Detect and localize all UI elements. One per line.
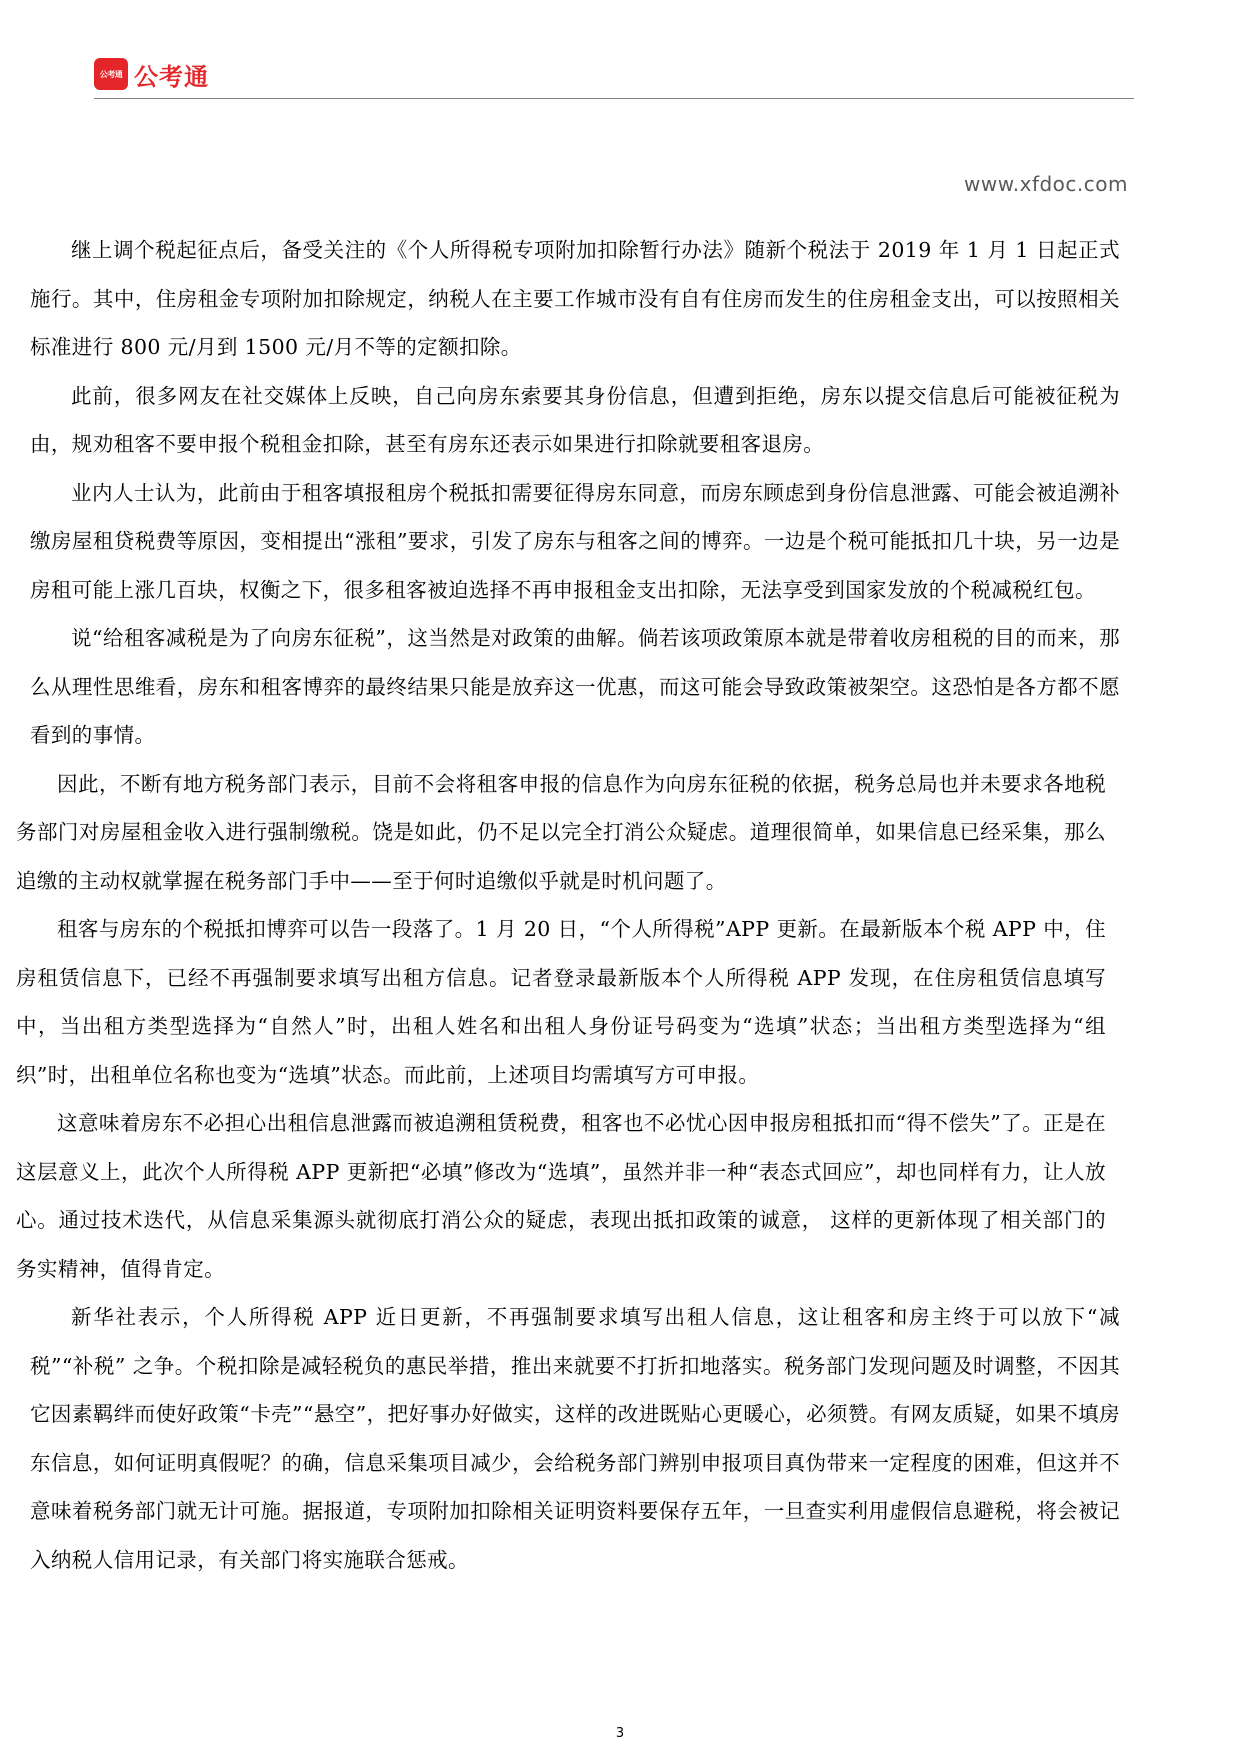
website-url: www.xfdoc.com: [964, 172, 1128, 196]
paragraph-7: 这意味着房东不必担心出租信息泄露而被追溯租赁税费，租客也不必忧心因申报房租抵扣而“得不偿失”了。正是在这层意义上，此次个人所得税 APP 更新把“必填”修改为“选填”，虽然并非一种“表态式回应”，却也同样有力，让人放心。通过技术迭代，从信息采集源头就彻底打消公众的疑虑，表现出抵扣政策的诚意， 这样的更新体现了相关部门的务实精神，值得肯定。: [16, 1111, 1106, 1281]
paragraph-2: 此前，很多网友在社交媒体上反映，自己向房东索要其身份信息，但遭到拒绝，房东以提交信息后可能被征税为由，规劝租客不要申报个税租金扣除，甚至有房东还表示如果进行扣除就要租客退房。: [30, 383, 1120, 456]
logo-badge: 公考通: [94, 58, 128, 90]
brand-logo: [94, 58, 209, 90]
paragraph-6: 租客与房东的个税抵扣博弈可以告一段落了。1 月 20 日，“个人所得税”APP 更新。在最新版本个税 APP 中，住房租赁信息下，已经不再强制要求填写出租方信息。记者登录最新版本个人所得税 APP 发现，在住房租赁信息填写中，当出租方类型选择为“自然人”时，出租人姓名和出租人身份证号码变为“选填”状态；当出租方类型选择为“组织”时，出租单位名称也变为“选填”状态。而此前，上述项目均需填写方可申报。: [16, 917, 1106, 1087]
article-body: [16, 226, 1120, 1584]
page-header: [94, 58, 1134, 99]
paragraph-8: 新华社表示，个人所得税 APP 近日更新，不再强制要求填写出租人信息，这让租客和房主终于可以放下“减税”“补税” 之争。个税扣除是减轻税负的惠民举措，推出来就要不打折扣地落实。税务部门发现问题及时调整，不因其它因素羁绊而使好政策“卡壳”“悬空”，把好事办好做实，这样的改进既贴心更暖心，必须赞。有网友质疑，如果不填房东信息，如何证明真假呢？的确，信息采集项目减少，会给税务部门辨别申报项目真伪带来一定程度的困难，但这并不意味着税务部门就无计可施。据报道，专项附加扣除相关证明资料要保存五年，一旦查实利用虚假信息避税，将会被记入纳税人信用记录，有关部门将实施联合惩戒。: [30, 1305, 1120, 1572]
paragraph-4: 说“给租客减税是为了向房东征税”，这当然是对政策的曲解。倘若该项政策原本就是带着收房租税的目的而来，那么从理性思维看，房东和租客博弈的最终结果只能是放弃这一优惠，而这可能会导致政策被架空。这恐怕是各方都不愿看到的事情。: [30, 626, 1120, 747]
page-number: 3: [615, 1726, 625, 1741]
paragraph-1: 继上调个税起征点后，备受关注的《个人所得税专项附加扣除暂行办法》随新个税法于 2019 年 1 月 1 日起正式施行。其中，住房租金专项附加扣除规定，纳税人在主要工作城市没有自有住房而发生的住房租金支出，可以按照相关标准进行 800 元/月到 1500 元/月不等的定额扣除。: [30, 238, 1120, 359]
logo-text: 公考通: [134, 62, 209, 91]
paragraph-3: 业内人士认为，此前由于租客填报租房个税抵扣需要征得房东同意，而房东顾虑到身份信息泄露、可能会被追溯补缴房屋租贷税费等原因，变相提出“涨租”要求，引发了房东与租客之间的博弈。一边是个税可能抵扣几十块，另一边是房租可能上涨几百块，权衡之下，很多租客被迫选择不再申报租金支出扣除，无法享受到国家发放的个税减税红包。: [30, 480, 1120, 602]
paragraph-5: 因此，不断有地方税务部门表示，目前不会将租客申报的信息作为向房东征税的依据，税务总局也并未要求各地税务部门对房屋租金收入进行强制缴税。饶是如此，仍不足以完全打消公众疑虑。道理很简单，如果信息已经采集，那么追缴的主动权就掌握在税务部门手中——至于何时追缴似乎就是时机问题了。: [16, 771, 1106, 893]
